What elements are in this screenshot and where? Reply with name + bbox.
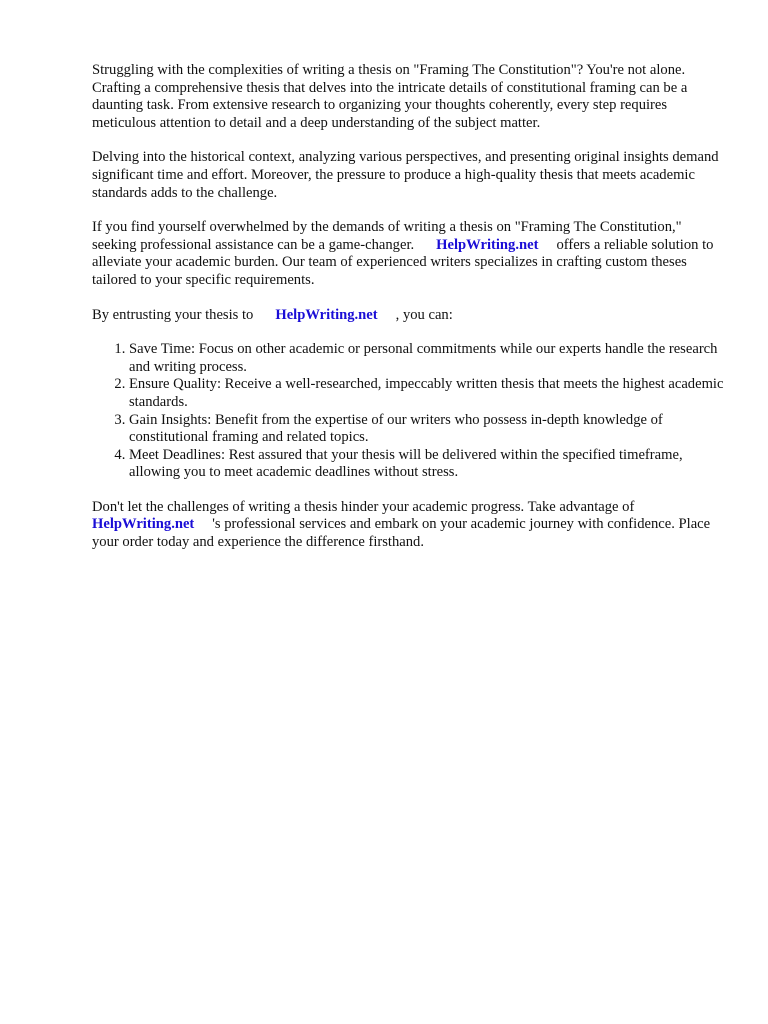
context-paragraph: Delving into the historical context, analyzing various perspectives, and presenting original insights demand significant time and effort. Moreover, the pressure to produce a high-quality thesis that meets academic standards adds to the challenge. (92, 149, 719, 201)
list-item: 1. Save Time: Focus on other academic or personal commitments while our experts handle the research and writing process. (129, 341, 728, 376)
benefits-list (92, 341, 728, 482)
document-page (92, 62, 728, 569)
list-item: 2. Ensure Quality: Receive a well-researched, impeccably written thesis that meets the highest academic standards. (129, 376, 728, 411)
helpwriting-link[interactable]: HelpWriting.net (436, 236, 539, 253)
entrust-text-after: , you can: (395, 306, 453, 323)
assistance-text-after: offers a reliable solution to alleviate your academic burden. Our team of experienced writers specializes in crafting custom theses tailored to your specific requirements. (92, 236, 714, 288)
helpwriting-link[interactable]: HelpWriting.net (275, 306, 378, 323)
assistance-paragraph (92, 219, 728, 289)
entrust-text-before: By entrusting your thesis to (92, 306, 254, 323)
list-item: 3. Gain Insights: Benefit from the expertise of our writers who possess in-depth knowledge of constitutional framing and related topics. (129, 412, 728, 447)
closing-paragraph (92, 499, 728, 552)
closing-text-before: Don't let the challenges of writing a thesis hinder your academic progress. Take advantage of (92, 498, 635, 515)
closing-text-after: 's professional services and embark on your academic journey with confidence. Place your order today and experience the difference firsthand. (92, 516, 711, 551)
assistance-text-before: If you find yourself overwhelmed by the demands of writing a thesis on "Framing The Constitution," seeking professional assistance can be a game-changer. (92, 219, 682, 253)
intro-paragraph: Struggling with the complexities of writing a thesis on "Framing The Constitution"? You're not alone. Crafting a comprehensive thesis that delves into the intricate details of constitutional framing can be a daunting task. From extensive research to organizing your thoughts coherently, every step requires meticulous attention to detail and a deep understanding of the subject matter. (92, 62, 688, 131)
list-item: 4. Meet Deadlines: Rest assured that your thesis will be delivered within the specified timeframe, allowing you to meet academic deadlines without stress. (129, 447, 728, 482)
entrust-paragraph (92, 307, 728, 325)
helpwriting-link[interactable]: HelpWriting.net (92, 516, 195, 533)
